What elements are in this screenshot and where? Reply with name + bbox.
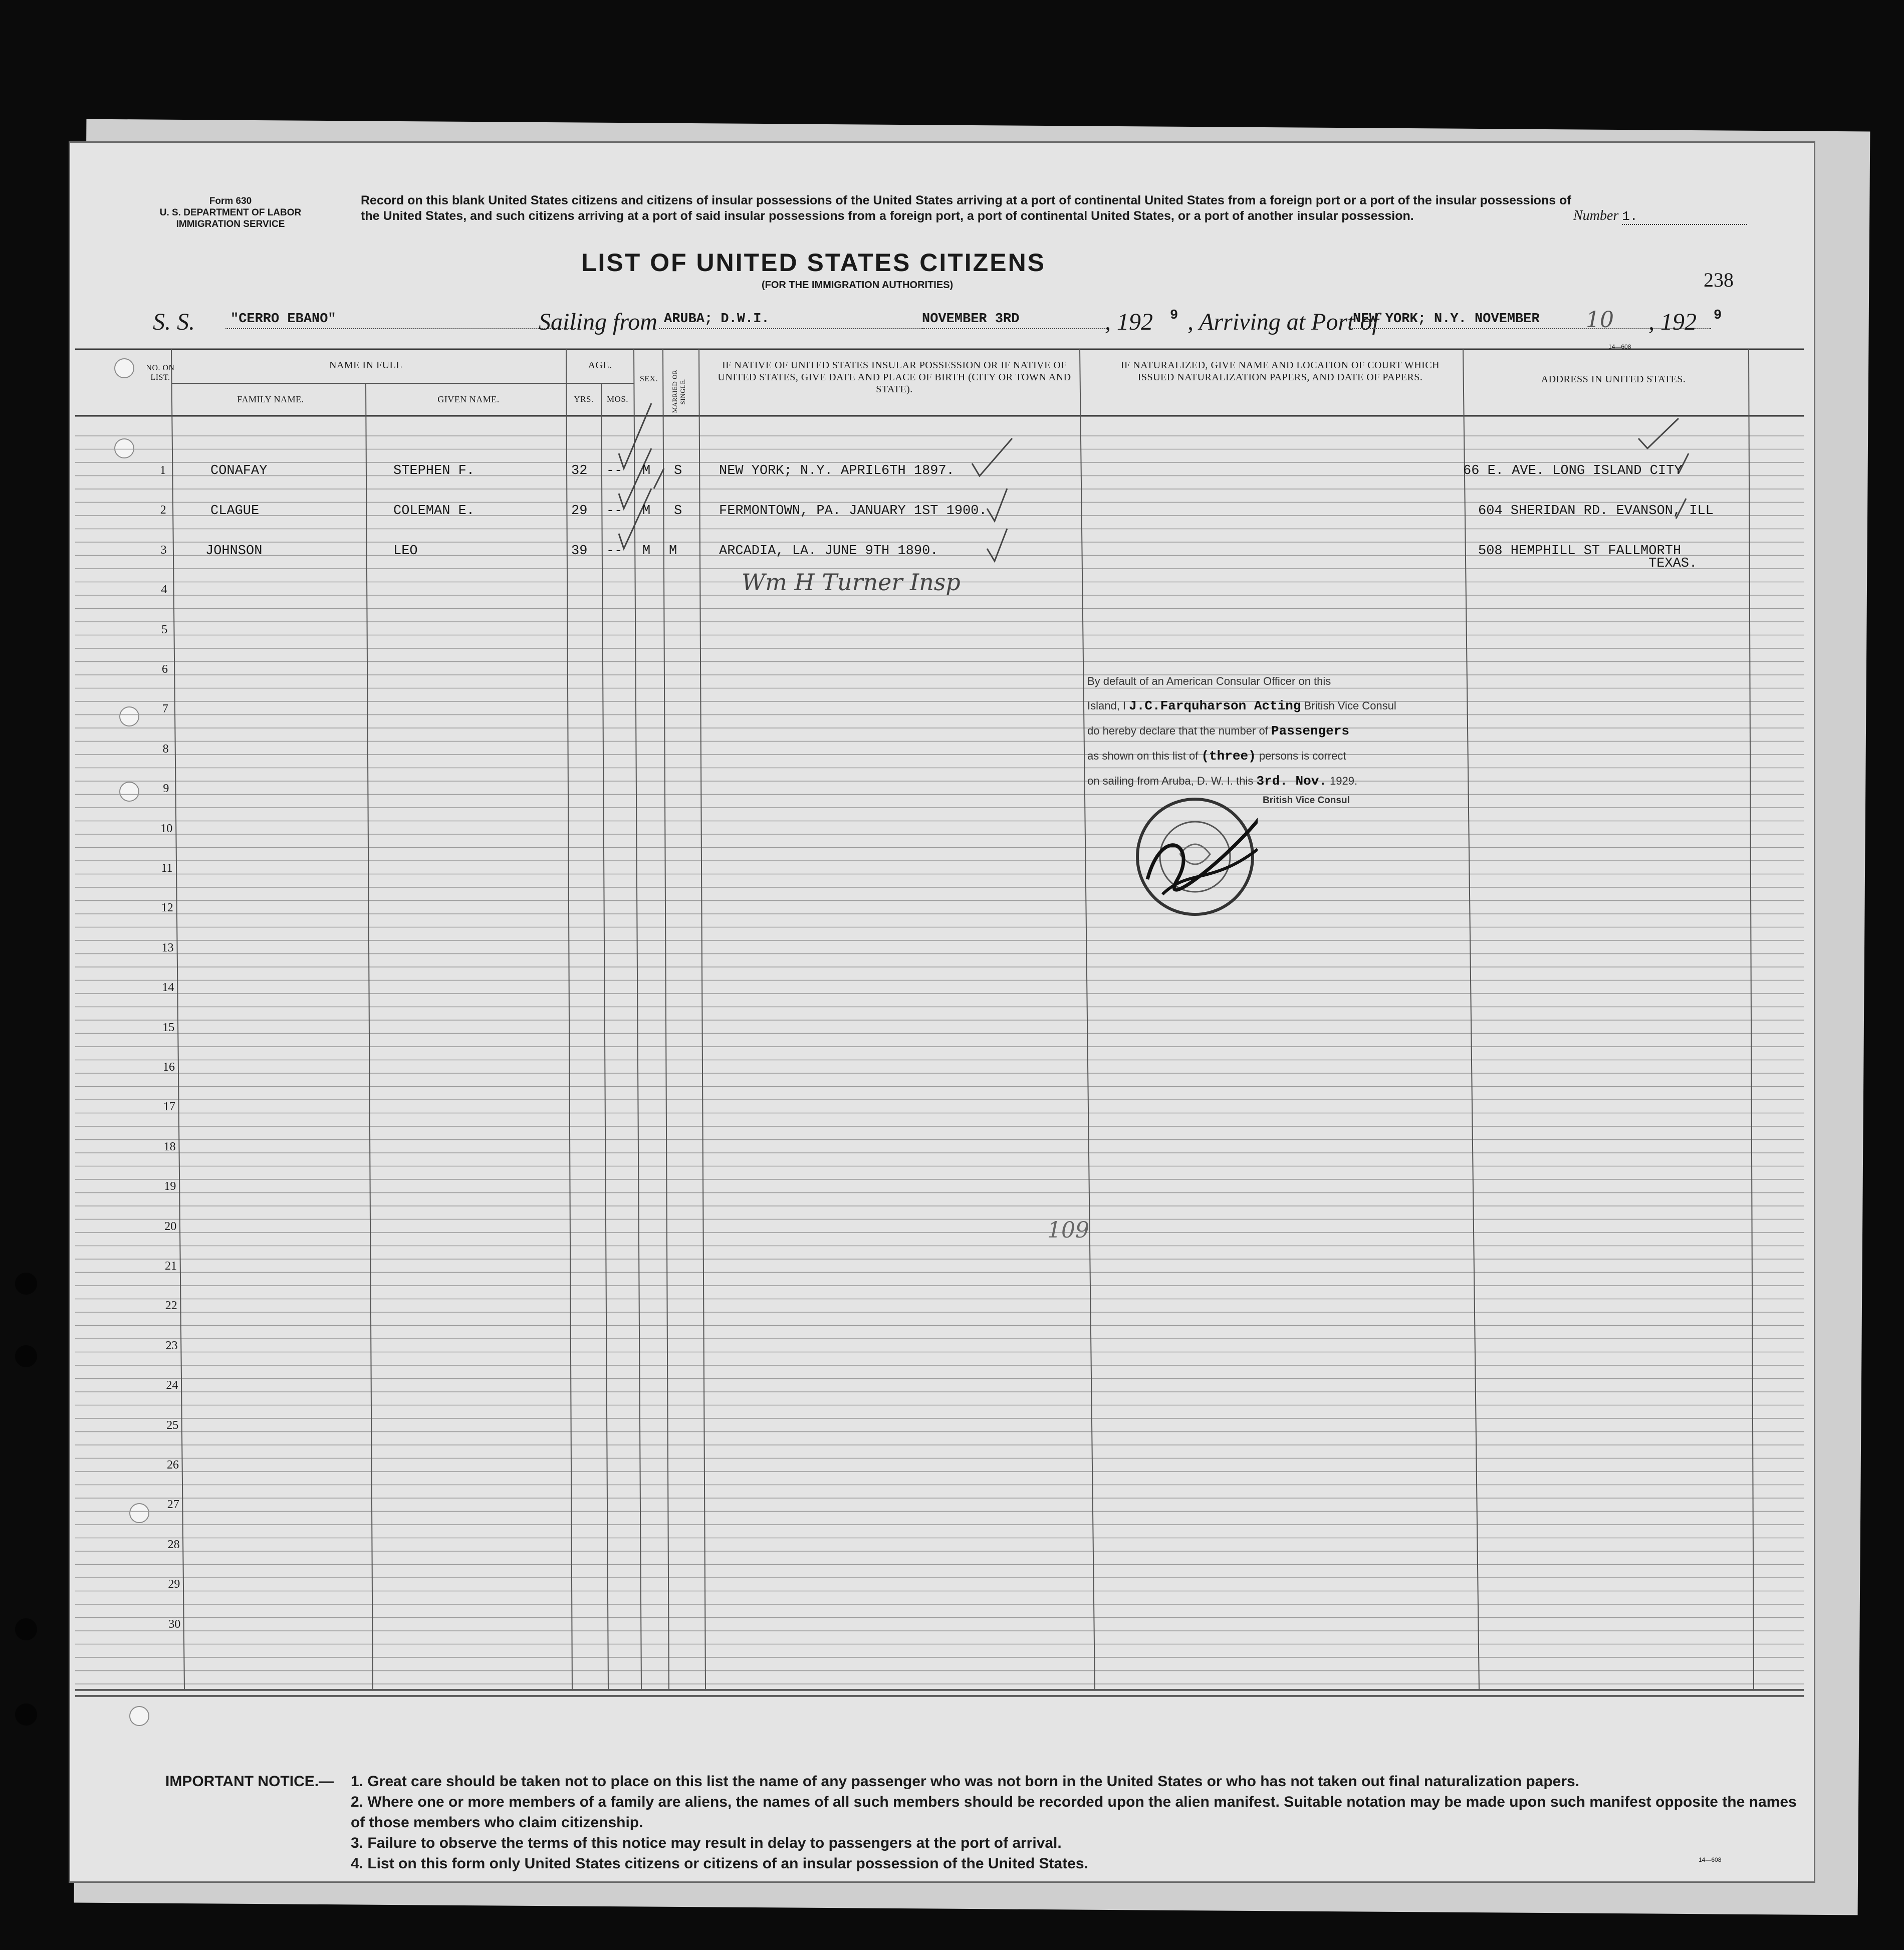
declaration-passengers: Passengers (1271, 723, 1349, 739)
age-months-cell: -- (606, 504, 623, 519)
row-number: 10 (160, 822, 173, 835)
signer-title: British Vice Consul (1263, 795, 1350, 806)
row-number: 23 (165, 1339, 178, 1352)
row-number: 8 (162, 742, 169, 756)
row-number: 2 (160, 504, 166, 517)
declaration-line-2-suffix: British Vice Consul (1304, 699, 1396, 712)
age-years-cell: 29 (571, 504, 588, 519)
consular-declaration (1087, 669, 1478, 808)
notice-item: 3. Failure to observe the terms of this notice may result in delay to passengers at the port of arrival. (351, 1835, 1062, 1851)
row-number: 18 (163, 1140, 176, 1153)
family-name-cell: JOHNSON (205, 544, 263, 559)
declaration-line-1: By default of an American Consular Officer on this (1087, 675, 1331, 687)
married-single-cell: S (674, 504, 682, 519)
row-number: 26 (167, 1458, 179, 1472)
page-number: 238 (1704, 269, 1734, 291)
row-number: 5 (161, 623, 168, 636)
married-single-cell: S (674, 463, 682, 478)
address-cell: 508 HEMPHILL ST FALLMORTH (1478, 544, 1682, 559)
number-value: 1. (1622, 209, 1747, 225)
ss-label: S. S. (153, 309, 195, 335)
declaration-line-3-prefix: do hereby declare that the number of (1087, 724, 1268, 737)
inspector-note: Wm H Turner Insp (742, 569, 961, 596)
page-title: LIST OF UNITED STATES CITIZENS (581, 249, 1046, 277)
print-code: 14—608 (1608, 343, 1631, 350)
age-years-cell: 32 (571, 463, 588, 478)
form-number: Form 630 (209, 196, 252, 206)
service-name: IMMIGRATION SERVICE (176, 219, 285, 229)
year-digit: 9 (1170, 308, 1178, 323)
sex-cell: M (642, 544, 651, 559)
number-label: Number (1573, 208, 1619, 223)
place-of-birth-cell: FERMONTOWN, PA. JANUARY 1ST 1900. (719, 504, 987, 519)
sex-cell: M (642, 463, 651, 478)
address-cell-line-2: TEXAS. (1648, 556, 1698, 571)
declaration-line-4-prefix: as shown on this list of (1087, 750, 1199, 762)
place-of-birth-cell: ARCADIA, LA. JUNE 9TH 1890. (719, 544, 938, 559)
age-months-cell: -- (606, 544, 623, 559)
arriving-day: 10 (1586, 307, 1614, 333)
married-single-cell: M (669, 544, 677, 559)
page-subtitle: (FOR THE IMMIGRATION AUTHORITIES) (762, 280, 954, 291)
sex-cell: M (642, 504, 651, 519)
row-number: 17 (163, 1100, 175, 1114)
declaration-line-5-suffix: 1929. (1330, 775, 1358, 787)
record-instructions: Record on this blank United States citizens and citizens of insular possessions of the United States arriving at a port of continental United States from a foreign port or a port of the insular possessions of the United States, and such citizens arriving at a port of said insular possessions from a foreign port, a port of continental United States, or a port of another insular possession. (361, 193, 1571, 223)
header-mos: MOS. (606, 394, 629, 404)
row-number: 7 (162, 702, 168, 716)
row-number: 13 (161, 941, 174, 954)
row-number: 14 (162, 981, 174, 995)
year-prefix: , 192 (1105, 309, 1153, 335)
row-number: 1 (160, 464, 166, 477)
notice-item: 1. Great care should be taken not to place on this list the name of any passenger who was not born in the United States or who has not taken out final naturalization papers. (351, 1773, 1580, 1790)
header-address: ADDRESS IN UNITED STATES. (1541, 374, 1686, 385)
arriving-label: , Arriving at Port of (1187, 309, 1379, 335)
age-years-cell: 39 (571, 544, 588, 559)
department-name: U. S. DEPARTMENT OF LABOR (159, 207, 302, 218)
header-no-on-list: NO. ON LIST. (146, 364, 175, 382)
declaration-date: 3rd. Nov. (1256, 774, 1327, 789)
binder-hole (15, 1618, 37, 1640)
row-number: 9 (163, 782, 169, 796)
given-name-cell: COLEMAN E. (393, 504, 475, 519)
notice-item: 2. Where one or more members of a family are aliens, the names of all such members should be recorded upon the alien manifest. Suitable notation may be made upon such manifest opposite the names of those members who claim citizenship. (351, 1794, 1797, 1831)
declaration-line-4-suffix: persons is correct (1259, 750, 1346, 762)
place-of-birth-cell: NEW YORK; N.Y. APRIL6TH 1897. (719, 463, 955, 478)
citizens-list-form (70, 143, 1814, 1881)
row-number: 19 (164, 1180, 176, 1193)
row-number: 21 (165, 1260, 177, 1273)
arriving-port: NEW YORK; N.Y. NOVEMBER (1353, 312, 1540, 327)
notice-heading: IMPORTANT NOTICE.— (165, 1773, 334, 1790)
binder-hole (15, 1345, 37, 1367)
sailing-label: Sailing from (539, 309, 657, 335)
declaration-count: (three) (1201, 749, 1256, 764)
declaration-line-5-prefix: on sailing from Aruba, D. W. I. this (1087, 775, 1254, 787)
header-sex: SEX. (639, 375, 658, 383)
given-name-cell: LEO (393, 544, 418, 559)
header-family-name: FAMILY NAME. (237, 394, 304, 404)
row-number: 29 (168, 1578, 180, 1591)
print-code: 14—608 (1699, 1856, 1722, 1863)
header-naturalization: IF NATURALIZED, GIVE NAME AND LOCATION OF COURT WHICH ISSUED NATURALIZATION PAPERS, AND DATE OF PAPERS. (1120, 360, 1440, 383)
binder-hole (15, 1703, 37, 1726)
age-months-cell: -- (606, 463, 623, 478)
header-age: AGE. (588, 360, 612, 371)
row-number: 6 (162, 663, 168, 676)
sailing-date: NOVEMBER 3RD (922, 312, 1020, 327)
row-number: 4 (161, 583, 167, 597)
sailing-from: ARUBA; D.W.I. (664, 312, 770, 327)
year-prefix-arrival: , 192 (1648, 309, 1697, 335)
declaring-officer: J.C.Farquharson Acting (1129, 698, 1301, 713)
binder-hole (15, 1273, 37, 1295)
row-number: 25 (166, 1418, 179, 1432)
ship-name: "CERRO EBANO" (230, 312, 336, 327)
header-yrs: YRS. (574, 394, 594, 404)
margin-number: 109 (1047, 1217, 1089, 1243)
header-place-of-birth: IF NATIVE OF UNITED STATES INSULAR POSSESSION OR IF NATIVE OF UNITED STATES, GIVE DATE AND PLACE OF BIRTH (CITY OR TOWN AND STATE). (718, 360, 1071, 395)
row-number: 15 (162, 1021, 175, 1034)
address-cell: 66 E. AVE. LONG ISLAND CITY (1463, 463, 1683, 478)
declaration-line-2-prefix: Island, I (1087, 699, 1126, 712)
header-given-name: GIVEN NAME. (437, 394, 500, 404)
consulate-seal (1132, 794, 1258, 919)
year-digit-arrival: 9 (1714, 308, 1722, 323)
family-name-cell: CONAFAY (210, 463, 268, 478)
row-number: 11 (161, 862, 173, 875)
row-number: 28 (167, 1538, 180, 1551)
notice-item: 4. List on this form only United States citizens or citizens of an insular possession of the United States. (351, 1855, 1088, 1872)
row-number: 20 (164, 1220, 177, 1233)
header-married-single: MARRIED OR SINGLE. (671, 369, 686, 413)
row-number: 12 (161, 901, 173, 915)
given-name-cell: STEPHEN F. (393, 463, 475, 478)
row-number: 27 (167, 1498, 179, 1512)
row-number: 16 (163, 1061, 175, 1074)
address-cell: 604 SHERIDAN RD. EVANSON, ILL (1478, 504, 1714, 519)
row-number: 24 (166, 1379, 178, 1392)
row-number: 22 (165, 1299, 177, 1313)
family-name-cell: CLAGUE (210, 504, 260, 519)
header-name-in-full: NAME IN FULL (329, 360, 402, 371)
row-number: 3 (160, 543, 167, 557)
row-number: 30 (168, 1617, 181, 1631)
